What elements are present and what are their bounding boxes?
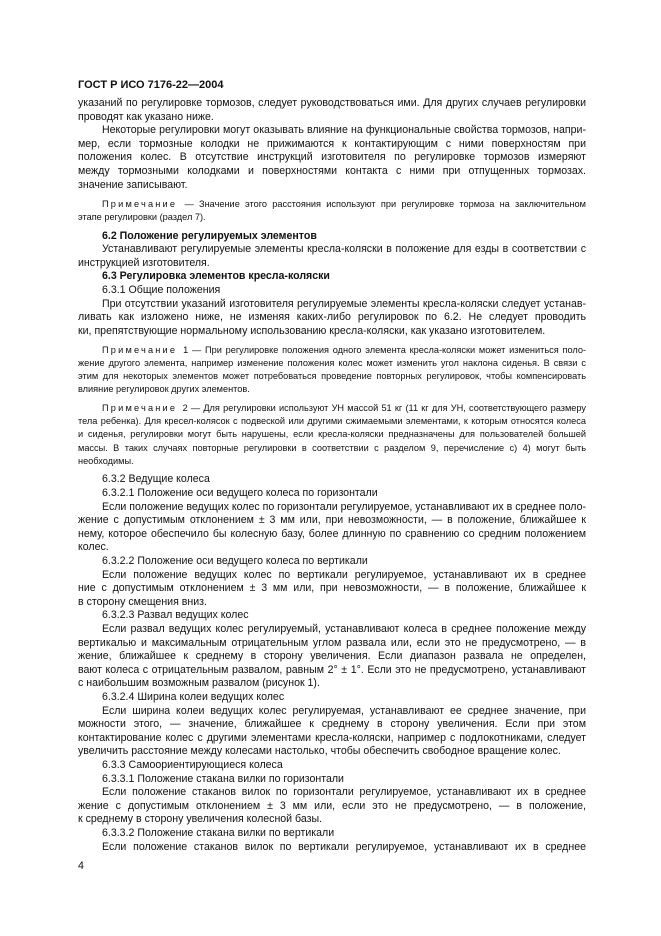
line-text: При отсутствии указаний изготовителя регулируемые элементы кресла-коляски следует устанав- xyxy=(102,297,586,310)
page-number: 4 xyxy=(78,860,84,872)
text-line xyxy=(78,383,586,396)
body-paragraph xyxy=(78,243,586,270)
text-line xyxy=(78,623,586,637)
section-heading xyxy=(78,230,586,244)
text-line xyxy=(78,786,586,800)
text-line xyxy=(78,344,586,357)
section-heading xyxy=(78,270,586,284)
note-label: Примечание xyxy=(102,198,185,209)
text-line xyxy=(78,165,586,179)
text-line xyxy=(78,402,586,415)
line-text: жение с допустимым отклонением ± 3 мм или, если это не предусмотрено, — в положение, xyxy=(78,799,586,812)
text-line xyxy=(78,664,586,678)
line-text: увеличить расстояние между колесами настолько, чтобы обеспечить свободное вращение колес. xyxy=(78,745,561,758)
text-line xyxy=(78,311,586,325)
text-line xyxy=(78,415,586,428)
line-text: 2 — Для регулировки используют УН массой 51 кг (11 кг для УН, соответствующего размеру xyxy=(182,403,586,414)
text-line xyxy=(78,111,586,125)
line-text: жение другого элемента, например изменение положения колес может изменить угол наклона сиденья. В связи с xyxy=(78,357,586,368)
line-text: инструкцией изготовителя. xyxy=(78,256,210,269)
document-body xyxy=(78,97,586,854)
line-text: 6.3.2 Ведущие колеса xyxy=(102,473,210,486)
text-line xyxy=(78,257,586,271)
line-text: тела ребенка). Для кресел-колясок с подвеской или другими сжимаемыми элементами, к которым относятся колеса xyxy=(78,416,586,427)
text-line xyxy=(78,596,586,610)
text-line xyxy=(78,455,586,468)
text-line xyxy=(78,800,586,814)
text-line xyxy=(78,813,586,827)
text-line xyxy=(78,677,586,691)
line-text: 6.3.2.1 Положение оси ведущего колеса по горизонтали xyxy=(102,487,378,500)
text-line xyxy=(78,569,586,583)
line-text: можности этого, — значение, ближайшее к среднему в сторону увеличения. Если при этом xyxy=(78,718,586,731)
text-line xyxy=(78,179,586,193)
text-line xyxy=(78,198,586,211)
body-paragraph xyxy=(78,97,586,124)
line-text: Устанавливают регулируемые элементы кресла-коляски в положение для езды в соответствии с xyxy=(102,243,586,256)
text-line xyxy=(78,151,586,165)
line-text: Если положение стаканов вилок по вертикали регулируемое, устанавливают их в среднее xyxy=(102,840,586,853)
text-line xyxy=(78,514,586,528)
text-line xyxy=(78,718,586,732)
line-text: 6.3.3.1 Положение стакана вилки по горизонтали xyxy=(102,772,344,785)
text-line xyxy=(78,325,586,339)
text-line xyxy=(78,428,586,441)
line-text: этим для некоторых элементов может потребоваться проведение повторных регулировок, чтобы компенсировать xyxy=(78,371,586,382)
text-line xyxy=(78,650,586,664)
text-line xyxy=(78,298,586,312)
line-text: между тормозными колодками и поверхностями контакта с ними при отпущенных тормозах. xyxy=(78,164,586,177)
text-line xyxy=(78,243,586,257)
line-text: 6.3.2.3 Развал ведущих колес xyxy=(102,609,249,622)
text-line xyxy=(78,541,586,555)
text-line xyxy=(78,732,586,746)
line-text: в сторону смещения вниз. xyxy=(78,595,207,608)
text-line xyxy=(78,487,586,501)
text-line xyxy=(78,582,586,596)
note-label: Примечание xyxy=(102,344,184,355)
note-paragraph xyxy=(78,402,586,468)
line-text: жение, ближайшее к среднему в сторону увеличения. Если диапазон развала не определен, xyxy=(78,650,586,663)
line-text: 6.3.1 Общие положения xyxy=(102,283,221,296)
line-text: указаний по регулировке тормозов, следует руководствоваться ими. Для других случаев регулировки xyxy=(78,97,586,109)
note-label: Примечание xyxy=(102,403,183,414)
line-text: контактирование колес с другими элементами кресла-коляски, например с подлокотниками, следует xyxy=(78,731,586,744)
body-paragraph xyxy=(78,124,586,192)
line-text: Некоторые регулировки могут оказывать влияние на функциональные свойства тормозов, напри- xyxy=(102,124,586,137)
text-line xyxy=(78,705,586,719)
line-text: Если положение ведущих колес по горизонтали регулируемое, устанавливают их в среднее поло- xyxy=(102,500,586,513)
line-text: мер, если тормозные колодки не прижимаются к контактирующим с ними поверхностям при xyxy=(78,137,586,150)
text-line xyxy=(78,370,586,383)
line-text: значение записывают. xyxy=(78,178,188,191)
text-line xyxy=(78,211,586,224)
line-text: проводят как указано ниже. xyxy=(78,110,214,123)
document-header: ГОСТ Р ИСО 7176-22—2004 xyxy=(78,79,224,91)
line-text: необходимы. xyxy=(78,455,134,466)
text-line xyxy=(78,637,586,651)
text-line xyxy=(78,357,586,370)
text-line xyxy=(78,442,586,455)
text-line xyxy=(78,124,586,138)
note-paragraph xyxy=(78,344,586,397)
line-text: положения колес. В отсутствие инструкций изготовителя по регулировке тормозов измеряют xyxy=(78,151,586,164)
text-line xyxy=(78,138,586,152)
text-line xyxy=(78,473,586,487)
line-text: и сиденья, регулировки могут быть нарушены, если кресла-коляски предназначены для пользователей большей xyxy=(78,429,586,440)
line-text: ние с допустимым отклонением ± 3 мм или, при невозможности, — в положение, ближайшее к xyxy=(78,582,586,595)
body-paragraph xyxy=(78,284,586,338)
line-text: вертикалью и максимальным отрицательным углом развала или, если это не предусмотрено, — в xyxy=(78,636,586,649)
line-text: 6.3.2.2 Положение оси ведущего колеса по вертикали xyxy=(102,555,368,568)
line-text: вают колеса с отрицательным развалом, равным 2° ± 1°. Если это не предусмотрено, устанавливают xyxy=(78,663,586,676)
line-text: ливать как изложено ниже, не изменяя каких-либо регулировок по 6.2. Не следует проводить xyxy=(78,311,586,324)
line-text: 6.2 Положение регулируемых элементов xyxy=(102,229,317,242)
line-text: жение с допустимым отклонением ± 3 мм или, при невозможности, — в положение, ближайшее к xyxy=(78,514,586,527)
text-line xyxy=(78,841,586,855)
line-text: Если положение ведущих колес по вертикали регулируемое, устанавливают их в среднее xyxy=(102,568,586,581)
line-text: 6.3.3.2 Положение стакана вилки по вертикали xyxy=(102,826,335,839)
line-text: Если ширина колеи ведущих колес регулируемая, устанавливают ее среднее значение, при xyxy=(102,704,586,717)
note-paragraph xyxy=(78,198,586,224)
text-line xyxy=(78,501,586,515)
text-line xyxy=(78,773,586,787)
line-text: ки, препятствующие нормальному использованию кресла-коляски, как указано изготовителем. xyxy=(78,324,546,337)
text-line xyxy=(78,691,586,705)
line-text: нему, которое обеспечило бы колесную базу, более длинную по сравнению со средним положением xyxy=(78,527,586,540)
line-text: Если развал ведущих колес регулируемый, устанавливают колеса в среднее положение между xyxy=(102,623,586,635)
text-line xyxy=(78,97,586,111)
line-text: Если положение стаканов вилок по горизонтали регулируемое, устанавливают их в среднее xyxy=(102,786,586,799)
text-line xyxy=(78,745,586,759)
text-line xyxy=(78,284,586,298)
line-text: 1 — При регулировке положения одного элемента кресла-коляски может измениться поло- xyxy=(183,344,586,355)
text-line xyxy=(78,759,586,773)
line-text: массы. В таких случаях повторные регулировки в соответствии с разделом 9, перечисление с) 4) могут быть xyxy=(78,442,586,453)
text-line xyxy=(78,230,586,244)
line-text: с наибольшим возможным развалом (рисунок 1). xyxy=(78,677,320,690)
text-line xyxy=(78,270,586,284)
line-text: влияние регулировок других элементов. xyxy=(78,384,250,395)
line-text: 6.3.3 Самоориентирующиеся колеса xyxy=(102,758,283,771)
line-text: колес. xyxy=(78,541,109,554)
text-line xyxy=(78,528,586,542)
line-text: к среднему в сторону увеличения колесной базы. xyxy=(78,813,323,826)
text-line xyxy=(78,609,586,623)
line-text: этапе регулировки (раздел 7). xyxy=(78,211,206,222)
text-line xyxy=(78,555,586,569)
text-line xyxy=(78,827,586,841)
line-text: 6.3.2.4 Ширина колеи ведущих колес xyxy=(102,690,285,703)
body-paragraph xyxy=(78,473,586,854)
line-text: 6.3 Регулировка элементов кресла-коляски xyxy=(102,270,330,283)
line-text: — Значение этого расстояния используют при регулировке тормоза на заключительном xyxy=(184,198,586,209)
